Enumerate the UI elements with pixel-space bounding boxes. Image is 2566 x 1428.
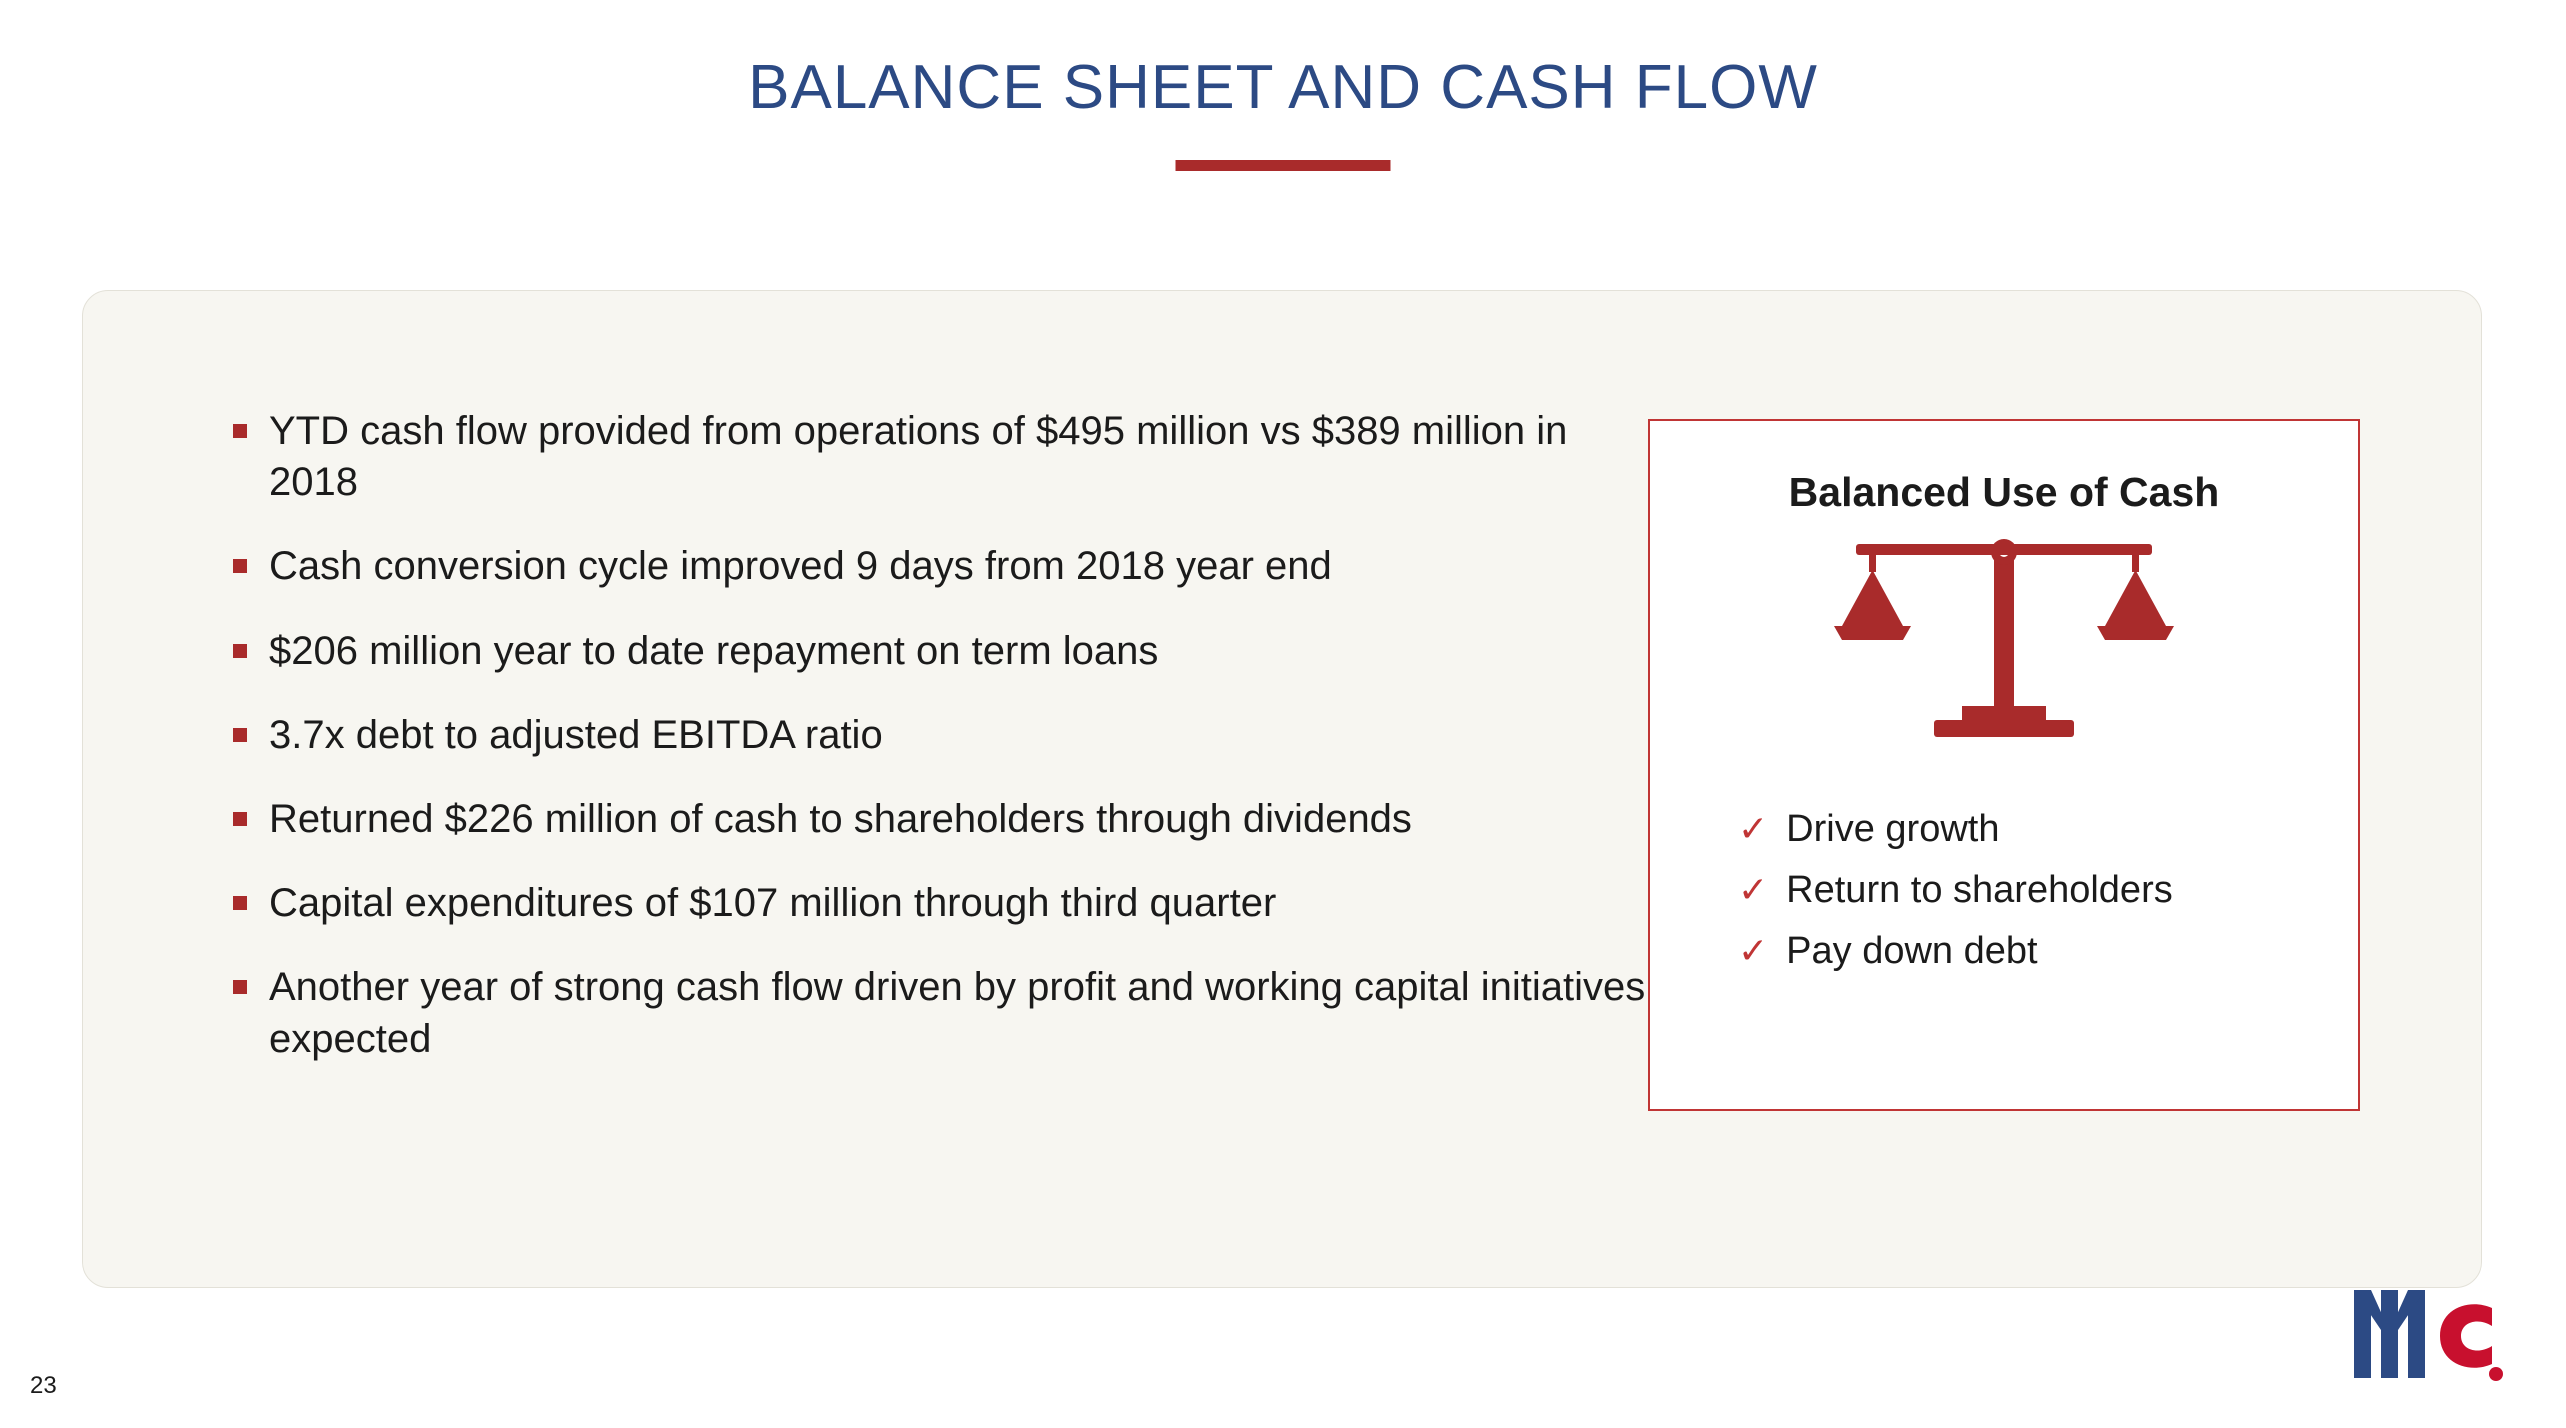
bullet-text: Returned $226 million of cash to shareholders through dividends: [269, 796, 1412, 841]
bullet-square-icon: [233, 980, 247, 994]
check-text: Pay down debt: [1786, 930, 2038, 972]
list-item: [1738, 808, 2358, 851]
mccormick-logo: [2344, 1274, 2514, 1394]
content-panel: [82, 290, 2482, 1288]
bullet-square-icon: [233, 812, 247, 826]
bullet-text: Cash conversion cycle improved 9 days from 2018 year end: [269, 544, 1332, 589]
bullet-square-icon: [233, 644, 247, 658]
card-title: Balanced Use of Cash: [1788, 469, 2220, 515]
list-item: [233, 406, 1663, 508]
title-underline-rule: [1176, 160, 1391, 171]
bullet-text: Capital expenditures of $107 million through third quarter: [269, 881, 1277, 926]
list-item: [1738, 869, 2358, 912]
check-text: Drive growth: [1786, 808, 2000, 850]
check-text: Return to shareholders: [1786, 869, 2173, 911]
list-item: [233, 710, 1663, 761]
bullet-square-icon: [233, 728, 247, 742]
page-title: BALANCE SHEET AND CASH FLOW: [748, 53, 1818, 122]
page-number: 23: [30, 1372, 57, 1399]
list-item: [233, 962, 1663, 1064]
check-icon: ✓: [1738, 930, 1769, 971]
bullet-square-icon: [233, 424, 247, 438]
list-item: [233, 794, 1663, 845]
check-icon: ✓: [1738, 869, 1769, 910]
list-item: [233, 878, 1663, 929]
bullet-square-icon: [233, 896, 247, 910]
balance-scale-icon: [1650, 530, 2358, 780]
bullet-text: Another year of strong cash flow driven by profit and working capital initiatives expected: [269, 965, 1646, 1061]
list-item: [233, 626, 1663, 677]
balanced-use-of-cash-card: [1648, 419, 2360, 1111]
bullet-square-icon: [233, 559, 247, 573]
bullet-list: [233, 406, 1663, 1098]
bullet-text: $206 million year to date repayment on term loans: [269, 628, 1159, 673]
check-list: [1650, 808, 2358, 973]
check-icon: ✓: [1738, 808, 1769, 849]
list-item: [233, 541, 1663, 592]
bullet-text: YTD cash flow provided from operations of $495 million vs $389 million in 2018: [269, 409, 1568, 505]
bullet-text: 3.7x debt to adjusted EBITDA ratio: [269, 712, 883, 757]
list-item: [1738, 930, 2358, 973]
